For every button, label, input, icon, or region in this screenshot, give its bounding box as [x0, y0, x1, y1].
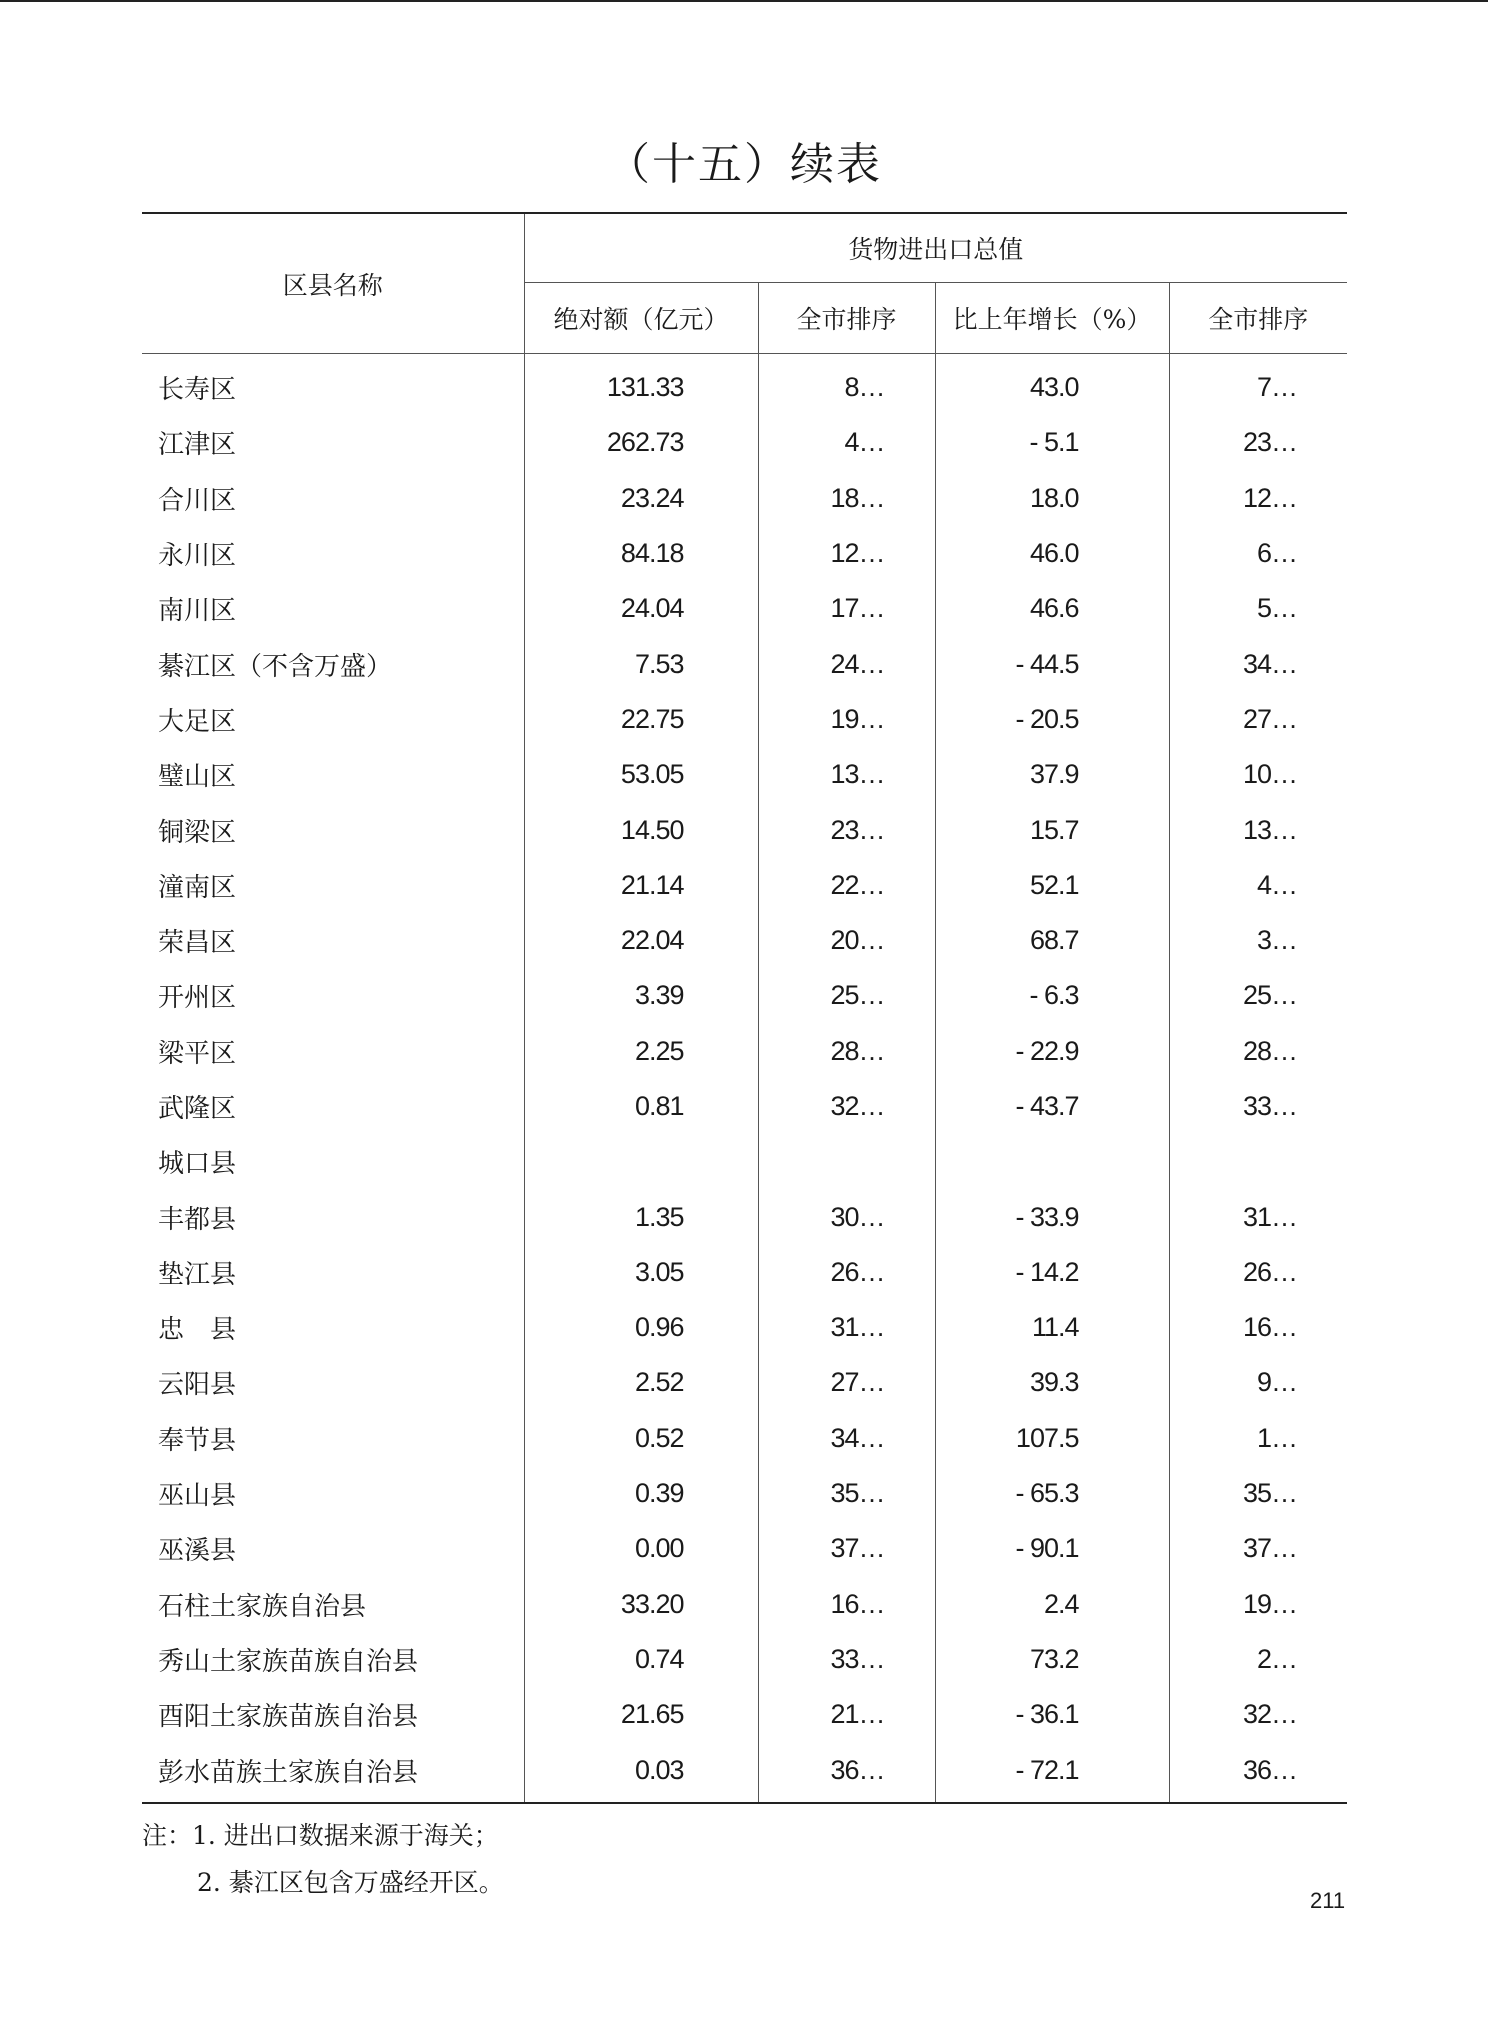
district-name-cell: 忠 县 — [142, 1300, 524, 1355]
absolute-value-cell: 24.04 — [524, 581, 758, 636]
table-row — [142, 1577, 1347, 1632]
growth-rate-cell: 52.1 — [935, 858, 1169, 913]
growth-rank-cell: 36… — [1169, 1742, 1347, 1802]
growth-rate-cell: 107.5 — [935, 1411, 1169, 1466]
table-row — [142, 747, 1347, 802]
table-row — [142, 354, 1347, 416]
absolute-value-cell: 33.20 — [524, 1577, 758, 1632]
growth-rate-cell: 73.2 — [935, 1632, 1169, 1687]
growth-rank-cell: 6… — [1256, 538, 1298, 569]
city-rank-cell: 8… — [758, 354, 935, 416]
growth-rank-cell: 33… — [1242, 1091, 1298, 1121]
table-row — [142, 1411, 1347, 1466]
absolute-value-cell: 0.74 — [524, 1632, 758, 1687]
absolute-value-cell: 23.24 — [524, 471, 758, 526]
city-rank-cell: 23… — [758, 802, 935, 857]
growth-rate-cell: 2.4 — [935, 1577, 1169, 1632]
header-growth-rate: 比上年增长（%） — [935, 283, 1169, 354]
absolute-value-cell: 0.96 — [524, 1300, 758, 1355]
growth-rank-cell: 35… — [1242, 1478, 1298, 1509]
table-row — [142, 1300, 1347, 1355]
district-name-cell: 丰都县 — [142, 1189, 524, 1244]
growth-rate-cell: - 72.1 — [935, 1742, 1169, 1802]
growth-rate-cell: - 44.5 — [935, 636, 1169, 691]
table-row — [142, 802, 1347, 857]
growth-rate-cell: 15.7 — [935, 802, 1169, 857]
table-row — [142, 913, 1347, 968]
absolute-value-cell: 2.52 — [524, 1355, 758, 1410]
growth-rate-cell: 68.7 — [935, 913, 1169, 968]
growth-rate-cell: - 90.1 — [935, 1521, 1169, 1576]
growth-rate-cell: - 5.1 — [935, 415, 1169, 470]
growth-rank-cell: 13… — [1242, 814, 1298, 845]
city-rank-cell: 37… — [758, 1521, 935, 1576]
city-rank-cell: 36… — [758, 1742, 935, 1802]
page-number: 211 — [1310, 1888, 1346, 1913]
district-name-cell: 垫江县 — [142, 1245, 524, 1300]
city-rank-cell: 12… — [758, 526, 935, 581]
city-rank-cell: 20… — [758, 913, 935, 968]
growth-rate-cell: 46.6 — [935, 581, 1169, 636]
district-name-cell: 长寿区 — [142, 354, 524, 416]
absolute-value-cell: 0.39 — [524, 1466, 758, 1521]
absolute-value-cell: 21.65 — [524, 1687, 758, 1742]
growth-rank-cell: 34… — [1242, 648, 1298, 679]
district-name-cell: 璧山区 — [142, 747, 524, 802]
city-rank-cell: 24… — [758, 636, 935, 691]
page-top-border — [0, 0, 1488, 2]
city-rank-cell: 30… — [758, 1189, 935, 1244]
district-name-cell: 南川区 — [142, 581, 524, 636]
header-growth-rank: 全市排序 — [1169, 283, 1347, 354]
note-line: 2. 綦江区包含万盛经开区。 — [197, 1868, 504, 1897]
table-row — [142, 415, 1347, 470]
city-rank-cell: 13… — [758, 747, 935, 802]
growth-rank-cell: 16… — [1242, 1312, 1298, 1343]
absolute-value-cell: 22.75 — [524, 692, 758, 747]
table-row — [142, 636, 1347, 691]
city-rank-cell: 33… — [758, 1632, 935, 1687]
city-rank-cell: 27… — [758, 1355, 935, 1410]
growth-rank-cell — [1169, 1134, 1347, 1189]
district-name-cell: 大足区 — [142, 692, 524, 747]
city-rank-cell: 32… — [758, 1079, 935, 1134]
table-row — [142, 1742, 1347, 1802]
table-row — [142, 581, 1347, 636]
district-name-cell: 荣昌区 — [142, 913, 524, 968]
growth-rank-cell: 28… — [1242, 1035, 1298, 1066]
city-rank-cell: 19… — [758, 692, 935, 747]
district-name-cell: 永川区 — [142, 526, 524, 581]
growth-rate-cell: - 22.9 — [935, 1024, 1169, 1079]
district-name-cell: 铜梁区 — [142, 802, 524, 857]
city-rank-cell: 18… — [758, 471, 935, 526]
absolute-value-cell: 53.05 — [524, 747, 758, 802]
absolute-value-cell: 21.14 — [524, 858, 758, 913]
district-name-cell: 梁平区 — [142, 1024, 524, 1079]
table-row — [142, 1079, 1347, 1134]
header-trade-total: 货物进出口总值 — [524, 213, 1347, 283]
absolute-value-cell: 0.81 — [524, 1079, 758, 1134]
city-rank-cell — [758, 1134, 935, 1189]
growth-rank-cell: 32… — [1242, 1699, 1298, 1730]
table-row — [142, 858, 1347, 913]
absolute-value-cell: 262.73 — [524, 415, 758, 470]
table-row — [142, 471, 1347, 526]
table-title: （十五）续表 — [606, 139, 882, 190]
district-name-cell: 城口县 — [142, 1134, 524, 1189]
growth-rate-cell: - 43.7 — [935, 1079, 1169, 1134]
district-name-cell: 巫溪县 — [142, 1521, 524, 1576]
city-rank-cell: 31… — [758, 1300, 935, 1355]
growth-rank-cell: 9… — [1256, 1367, 1298, 1398]
table-row — [142, 1245, 1347, 1300]
growth-rank-cell: 19… — [1242, 1588, 1298, 1619]
district-name-cell: 巫山县 — [142, 1466, 524, 1521]
growth-rate-cell: 18.0 — [935, 471, 1169, 526]
absolute-value-cell: 0.52 — [524, 1411, 758, 1466]
growth-rank-cell: 23… — [1242, 427, 1298, 458]
growth-rank-cell: 25… — [1242, 980, 1298, 1011]
growth-rate-cell: - 20.5 — [935, 692, 1169, 747]
district-name-cell: 綦江区（不含万盛） — [142, 636, 524, 691]
absolute-value-cell: 7.53 — [524, 636, 758, 691]
header-row-group — [142, 213, 1347, 283]
absolute-value-cell: 3.05 — [524, 1245, 758, 1300]
growth-rate-cell: 37.9 — [935, 747, 1169, 802]
absolute-value-cell: 84.18 — [524, 526, 758, 581]
absolute-value-cell: 1.35 — [524, 1189, 758, 1244]
city-rank-cell: 16… — [758, 1577, 935, 1632]
table-row — [142, 1687, 1347, 1742]
growth-rank-cell: 27… — [1242, 703, 1298, 734]
growth-rate-cell: 11.4 — [935, 1300, 1169, 1355]
table-body — [142, 354, 1347, 1803]
growth-rank-cell: 3… — [1256, 925, 1298, 956]
city-rank-cell: 21… — [758, 1687, 935, 1742]
district-name-cell: 秀山土家族苗族自治县 — [142, 1632, 524, 1687]
growth-rank-cell: 5… — [1256, 593, 1298, 624]
growth-rank-cell: 4… — [1256, 869, 1298, 900]
city-rank-cell: 4… — [758, 415, 935, 470]
absolute-value-cell: 22.04 — [524, 913, 758, 968]
absolute-value-cell: 131.33 — [524, 354, 758, 416]
table-row — [142, 692, 1347, 747]
growth-rate-cell: 39.3 — [935, 1355, 1169, 1410]
growth-rank-cell: 37… — [1242, 1533, 1298, 1564]
absolute-value-cell: 2.25 — [524, 1024, 758, 1079]
growth-rank-cell: 2… — [1256, 1643, 1298, 1674]
district-name-cell: 开州区 — [142, 968, 524, 1023]
growth-rank-cell: 7… — [1256, 372, 1298, 403]
city-rank-cell: 22… — [758, 858, 935, 913]
growth-rate-cell: - 14.2 — [935, 1245, 1169, 1300]
growth-rank-cell: 26… — [1242, 1256, 1298, 1287]
growth-rate-cell: - 33.9 — [935, 1189, 1169, 1244]
district-name-cell: 奉节县 — [142, 1411, 524, 1466]
table-row — [142, 968, 1347, 1023]
table-row — [142, 1521, 1347, 1576]
header-absolute-value: 绝对额（亿元） — [524, 283, 758, 354]
statistics-table — [142, 212, 1347, 1804]
absolute-value-cell: 0.03 — [524, 1742, 758, 1802]
district-name-cell: 江津区 — [142, 415, 524, 470]
city-rank-cell: 17… — [758, 581, 935, 636]
city-rank-cell: 28… — [758, 1024, 935, 1079]
district-name-cell: 武隆区 — [142, 1079, 524, 1134]
district-name-cell: 酉阳土家族苗族自治县 — [142, 1687, 524, 1742]
note-line: 注：1. 进出口数据来源于海关； — [142, 1821, 499, 1850]
district-name-cell: 彭水苗族土家族自治县 — [142, 1742, 524, 1802]
growth-rate-cell: - 65.3 — [935, 1466, 1169, 1521]
growth-rank-cell: 31… — [1242, 1201, 1298, 1232]
table-row — [142, 1189, 1347, 1244]
table-row — [142, 526, 1347, 581]
absolute-value-cell — [524, 1134, 758, 1189]
district-name-cell: 合川区 — [142, 471, 524, 526]
growth-rate-cell: 46.0 — [935, 526, 1169, 581]
city-rank-cell: 25… — [758, 968, 935, 1023]
growth-rank-cell: 12… — [1242, 482, 1298, 513]
table-row — [142, 1355, 1347, 1410]
city-rank-cell: 35… — [758, 1466, 935, 1521]
absolute-value-cell: 0.00 — [524, 1521, 758, 1576]
growth-rate-cell — [935, 1134, 1169, 1189]
table-notes — [142, 1812, 504, 1906]
city-rank-cell: 34… — [758, 1411, 935, 1466]
district-name-cell: 石柱土家族自治县 — [142, 1577, 524, 1632]
growth-rate-cell: - 36.1 — [935, 1687, 1169, 1742]
district-name-cell: 云阳县 — [142, 1355, 524, 1410]
table-row — [142, 1134, 1347, 1189]
city-rank-cell: 26… — [758, 1245, 935, 1300]
growth-rate-cell: - 6.3 — [935, 968, 1169, 1023]
table-row — [142, 1466, 1347, 1521]
table-row — [142, 1632, 1347, 1687]
growth-rank-cell: 1… — [1256, 1422, 1298, 1453]
table-row — [142, 1024, 1347, 1079]
absolute-value-cell: 3.39 — [524, 968, 758, 1023]
district-name-cell: 潼南区 — [142, 858, 524, 913]
header-city-rank: 全市排序 — [758, 283, 935, 354]
absolute-value-cell: 14.50 — [524, 802, 758, 857]
header-district-name: 区县名称 — [142, 213, 524, 354]
growth-rank-cell: 10… — [1242, 759, 1298, 790]
growth-rate-cell: 43.0 — [935, 354, 1169, 416]
